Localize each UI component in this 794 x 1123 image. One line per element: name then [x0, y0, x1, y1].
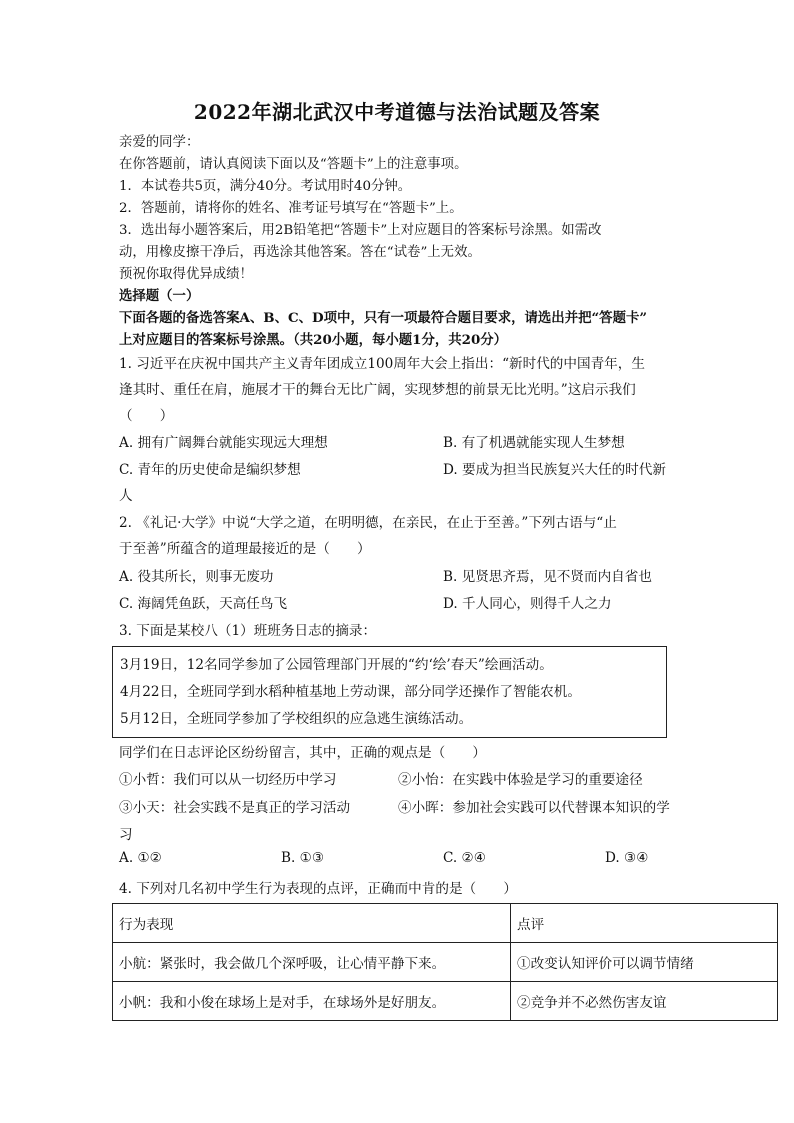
q3-intro: 3. 下面是某校八（1）班班务日志的摘录： — [119, 623, 377, 639]
q3-view-1: ①小哲：我们可以从一切经历中学习 — [119, 772, 337, 788]
q3-view-4-cont: 习 — [119, 827, 133, 843]
q3-log-box — [112, 646, 667, 738]
notice-intro: 在你答题前，请认真阅读下面以及“答题卡”上的注意事项。 — [119, 157, 468, 172]
q3-log-entry-1: 3月19日，12名同学参加了公园管理部门开展的“约‘绘’春天”绘画活动。 — [120, 657, 553, 673]
notice-item-1: 1．本试卷共5页，满分40分。考试用时40分钟。 — [119, 179, 412, 194]
table-cell-comment: ②竞争并不必然伤害友谊 — [511, 982, 778, 1021]
q3-log-entry-3: 5月12日，全班同学参加了学校组织的应急逃生演练活动。 — [120, 711, 473, 727]
q2-option-a: A. 役其所长，则事无废功 — [119, 569, 274, 585]
notice-item-3-cont: 动，用橡皮擦干净后，再选涂其他答案。答在“试卷”上无效。 — [119, 245, 481, 260]
section-heading: 选择题（一） — [119, 288, 200, 304]
table-row — [113, 982, 778, 1021]
q3-option-d: D. ③④ — [605, 850, 649, 866]
q1-line-2: 逢其时、重任在肩，施展才干的舞台无比广阔，实现梦想的前景无比光明。”这启示我们 — [119, 382, 636, 398]
q3-log-entry-2: 4月22日，全班同学到水稻种植基地上劳动课，部分同学还操作了智能农机。 — [120, 684, 581, 700]
q1-option-a: A. 拥有广阔舞台就能实现远大理想 — [119, 435, 328, 451]
table-cell-behavior: 小航：紧张时，我会做几个深呼吸，让心情平静下来。 — [113, 943, 511, 982]
table-row — [113, 943, 778, 982]
q3-view-3: ③小天：社会实践不是真正的学习活动 — [119, 800, 351, 816]
table-header-behavior: 行为表现 — [113, 904, 511, 943]
q1-option-d-cont: 人 — [119, 488, 133, 504]
q4-question: 4. 下列对几名初中学生行为表现的点评，正确而中肯的是（ ） — [119, 881, 517, 897]
greeting: 亲爱的同学： — [119, 135, 200, 150]
q2-line-2: 于至善”所蕴含的道理最接近的是（ ） — [119, 541, 371, 557]
q1-answer-blank: （ ） — [119, 408, 174, 424]
q4-table — [112, 903, 778, 1021]
notice-item-3: 3．选出每小题答案后，用2B铅笔把“答题卡”上对应题目的答案标号涂黑。如需改 — [119, 223, 602, 238]
q3-option-a: A. ①② — [119, 850, 162, 866]
q3-option-c: C. ②④ — [443, 850, 486, 866]
q2-option-b: B. 见贤思齐焉，见不贤而内自省也 — [443, 569, 652, 585]
q2-option-d: D. 千人同心，则得千人之力 — [443, 596, 612, 612]
section-instruction-2: 上对应题目的答案标号涂黑。（共20小题，每小题1分，共20分） — [119, 332, 508, 348]
q3-view-2: ②小怡：在实践中体验是学习的重要途径 — [398, 772, 643, 788]
table-cell-comment: ①改变认知评价可以调节情绪 — [511, 943, 778, 982]
notice-item-2: 2．答题前，请将你的姓名、准考证号填写在“答题卡”上。 — [119, 201, 463, 216]
q3-option-b: B. ①③ — [281, 850, 325, 866]
section-instruction-1: 下面各题的备选答案A、B、C、D项中，只有一项最符合题目要求，请选出并把“答题卡” — [119, 310, 648, 326]
q3-question: 同学们在日志评论区纷纷留言，其中，正确的观点是（ ） — [119, 745, 487, 761]
table-cell-behavior: 小帆：我和小俊在球场上是对手，在球场外是好朋友。 — [113, 982, 511, 1021]
table-header-comment: 点评 — [511, 904, 778, 943]
notice-wish: 预祝你取得优异成绩！ — [119, 267, 253, 282]
q1-line-1: 1. 习近平在庆祝中国共产主义青年团成立100周年大会上指出：“新时代的中国青年，生 — [119, 356, 645, 372]
page-title: 2022年湖北武汉中考道德与法治试题及答案 — [193, 100, 601, 124]
q1-option-d: D. 要成为担当民族复兴大任的时代新 — [443, 462, 666, 478]
q1-option-b: B. 有了机遇就能实现人生梦想 — [443, 435, 625, 451]
q3-view-4: ④小晖：参加社会实践可以代替课本知识的学 — [398, 800, 670, 816]
q2-option-c: C. 海阔凭鱼跃，天高任鸟飞 — [119, 596, 288, 612]
q2-line-1: 2. 《礼记·大学》中说“大学之道，在明明德，在亲民，在止于至善。”下列古语与“止 — [119, 515, 617, 531]
table-header-row — [113, 904, 778, 943]
q1-option-c: C. 青年的历史使命是编织梦想 — [119, 462, 301, 478]
